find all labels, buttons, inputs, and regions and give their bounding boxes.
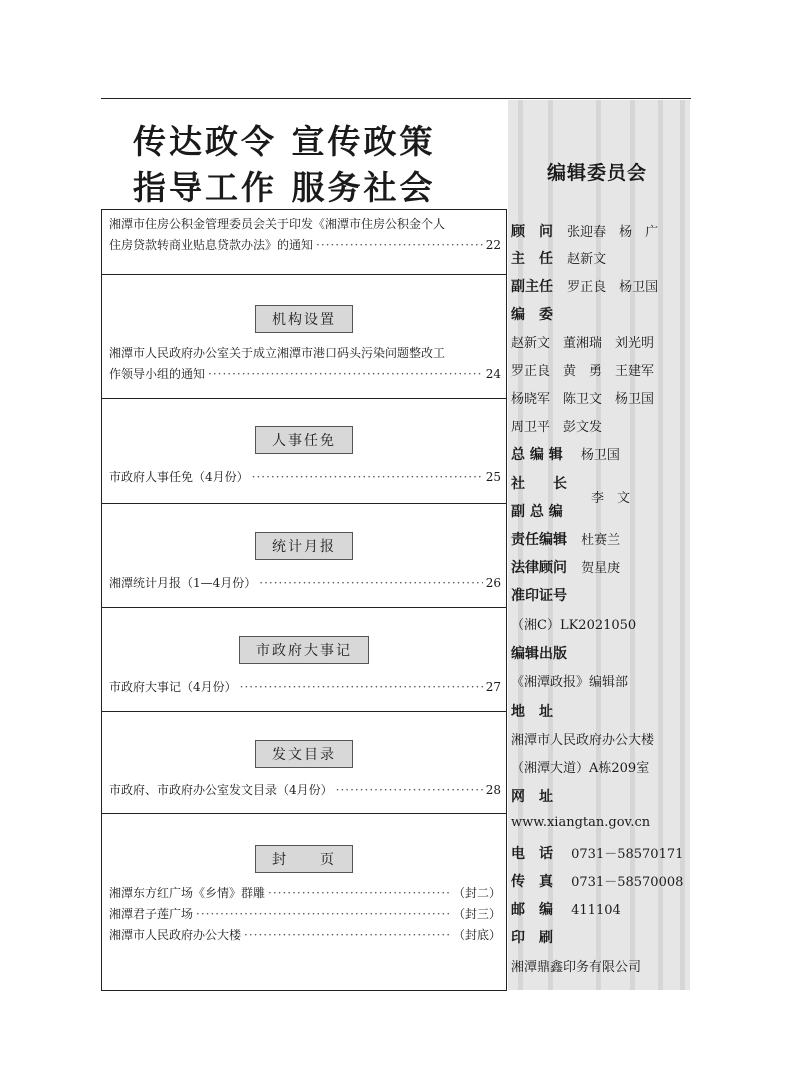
fax-label: 传 真 <box>511 874 553 890</box>
advisor-line <box>511 221 658 241</box>
printer-label: 印 刷 <box>511 930 553 946</box>
slogan-line-1: 传达政令 宣传政策 <box>133 122 436 161</box>
publisher-label: 编辑出版 <box>511 646 567 662</box>
contents-section-documents <box>101 712 507 814</box>
members-label-line <box>511 304 553 324</box>
section-heading: 封 页 <box>255 845 353 873</box>
chief-editor-label: 总 编 辑 <box>511 447 563 463</box>
legal-label: 法律顾问 <box>511 560 567 576</box>
postcode-label: 邮 编 <box>511 902 553 918</box>
contents-section-statistics <box>101 504 507 608</box>
printer-label-line <box>511 927 553 947</box>
advisor-names-2: 赵新文 <box>567 252 607 267</box>
members-label: 编 委 <box>511 307 553 323</box>
deputy-chief-label: 副 总 编 <box>511 504 563 520</box>
printer-value: 湘潭鼎鑫印务有限公司 <box>511 960 642 975</box>
legal-name: 贺星庚 <box>581 561 621 576</box>
toc-page-number: 24 <box>485 367 501 381</box>
toc-page-number: （封二） <box>452 886 501 900</box>
toc-entry[interactable] <box>109 573 501 594</box>
leader-dots <box>244 925 450 946</box>
toc-entry-title: 市政府、市政府办公室发文目录（4月份） <box>109 783 333 797</box>
section-heading: 发文目录 <box>255 740 353 768</box>
leader-dots <box>208 364 483 385</box>
top-rule <box>101 98 691 99</box>
leader-dots <box>252 467 483 488</box>
president-line <box>511 473 567 493</box>
advisor-names-1: 张迎春 杨 广 <box>567 225 659 240</box>
leader-dots <box>336 780 483 801</box>
fax-line <box>511 871 683 891</box>
toc-entry[interactable] <box>109 780 501 801</box>
members-line-3: 杨晓军 陈卫文 杨卫国 <box>511 392 655 407</box>
address-line-2: （湘潭大道）A栋209室 <box>511 761 650 776</box>
section-heading: 机构设置 <box>255 305 353 333</box>
toc-entry-title-line-2: 住房贷款转商业贴息贷款办法》的通知 <box>109 238 314 252</box>
toc-entry-title-line-1: 湘潭市住房公积金管理委员会关于印发《湘潭市住房公积金个人 <box>109 217 446 231</box>
deputy-line <box>511 276 658 296</box>
toc-entry[interactable] <box>109 904 501 925</box>
section-heading: 市政府大事记 <box>239 636 369 664</box>
fax-value: 0731－58570008 <box>571 875 684 890</box>
contents-box-intro <box>101 209 507 275</box>
toc-entry[interactable] <box>109 214 501 256</box>
president-name: 李 文 <box>591 491 631 506</box>
director-label: 主 任 <box>511 251 553 267</box>
deputy-chief-line <box>511 501 563 521</box>
leader-dots <box>240 677 483 698</box>
leader-dots <box>196 904 450 925</box>
phone-label: 电 话 <box>511 846 553 862</box>
postcode-line <box>511 899 621 919</box>
president-label: 社 长 <box>511 476 567 492</box>
phone-line <box>511 843 683 863</box>
section-heading: 人事任免 <box>255 426 353 454</box>
toc-entry[interactable] <box>109 677 501 698</box>
toc-page-number: （封底） <box>452 928 501 942</box>
toc-entry-title: 市政府大事记（4月份） <box>109 680 237 694</box>
resp-editor-name: 杜赛兰 <box>581 533 621 548</box>
phone-value: 0731－58570171 <box>571 847 684 862</box>
members-line-4: 周卫平 彭文发 <box>511 420 603 435</box>
members-line-1: 赵新文 董湘瑞 刘光明 <box>511 336 655 351</box>
deputy-names: 罗正良 杨卫国 <box>567 280 659 295</box>
slogan-line-2: 指导工作 服务社会 <box>133 168 436 207</box>
toc-entry-title-line-1: 湘潭市人民政府办公室关于成立湘潭市港口码头污染问题整改工 <box>109 346 446 360</box>
permit-label: 准印证号 <box>511 588 567 604</box>
permit-value: （湘C）LK2021050 <box>511 618 637 633</box>
toc-entry-title-line-2: 作领导小组的通知 <box>109 367 206 381</box>
toc-page-number: （封三） <box>452 907 501 921</box>
cover-list <box>109 883 501 946</box>
legal-line <box>511 557 620 577</box>
publisher-value: 《湘潭政报》编辑部 <box>511 675 629 690</box>
contents-section-chronicle <box>101 608 507 712</box>
resp-editor-label: 责任编辑 <box>511 532 567 548</box>
contents-section-organization <box>101 275 507 399</box>
toc-entry[interactable] <box>109 467 501 488</box>
toc-page-number: 28 <box>485 783 501 797</box>
toc-page-number: 26 <box>485 576 501 590</box>
permit-label-line <box>511 585 567 605</box>
leader-dots <box>259 573 482 594</box>
resp-editor-line <box>511 529 620 549</box>
address-label: 地 址 <box>511 704 553 720</box>
website-label-line <box>511 786 553 806</box>
chief-editor-line <box>511 444 620 464</box>
toc-entry[interactable] <box>109 343 501 385</box>
deputy-label: 副主任 <box>511 279 553 295</box>
editorial-title: 编辑委员会 <box>547 162 648 184</box>
toc-page-number: 27 <box>485 680 501 694</box>
toc-page-number: 25 <box>485 470 501 484</box>
toc-entry-title: 湘潭东方红广场《乡情》群雕 <box>109 886 266 900</box>
toc-entry-title: 湘潭君子莲广场 <box>109 907 194 921</box>
address-label-line <box>511 701 553 721</box>
leader-dots <box>268 883 450 904</box>
toc-entry-title: 湘潭统计月报（1—4月份） <box>109 576 257 590</box>
postcode-value: 411104 <box>571 903 621 918</box>
contents-section-covers <box>101 814 507 991</box>
publisher-label-line <box>511 643 567 663</box>
chief-editor-name: 杨卫国 <box>580 448 620 463</box>
toc-page-number: 22 <box>485 238 501 252</box>
advisor-label: 顾 问 <box>511 224 553 240</box>
toc-entry[interactable] <box>109 883 501 904</box>
toc-entry-title: 市政府人事任免（4月份） <box>109 470 249 484</box>
contents-section-personnel <box>101 399 507 504</box>
members-line-2: 罗正良 黄 勇 王建军 <box>511 364 655 379</box>
website-label: 网 址 <box>511 789 553 805</box>
address-line-1: 湘潭市人民政府办公大楼 <box>511 733 655 748</box>
section-heading: 统计月报 <box>255 532 353 560</box>
leader-dots <box>316 235 483 256</box>
director-line <box>511 248 606 268</box>
website-value: www.xiangtan.gov.cn <box>511 815 651 830</box>
toc-entry-title: 湘潭市人民政府办公大楼 <box>109 928 242 942</box>
toc-entry[interactable] <box>109 925 501 946</box>
